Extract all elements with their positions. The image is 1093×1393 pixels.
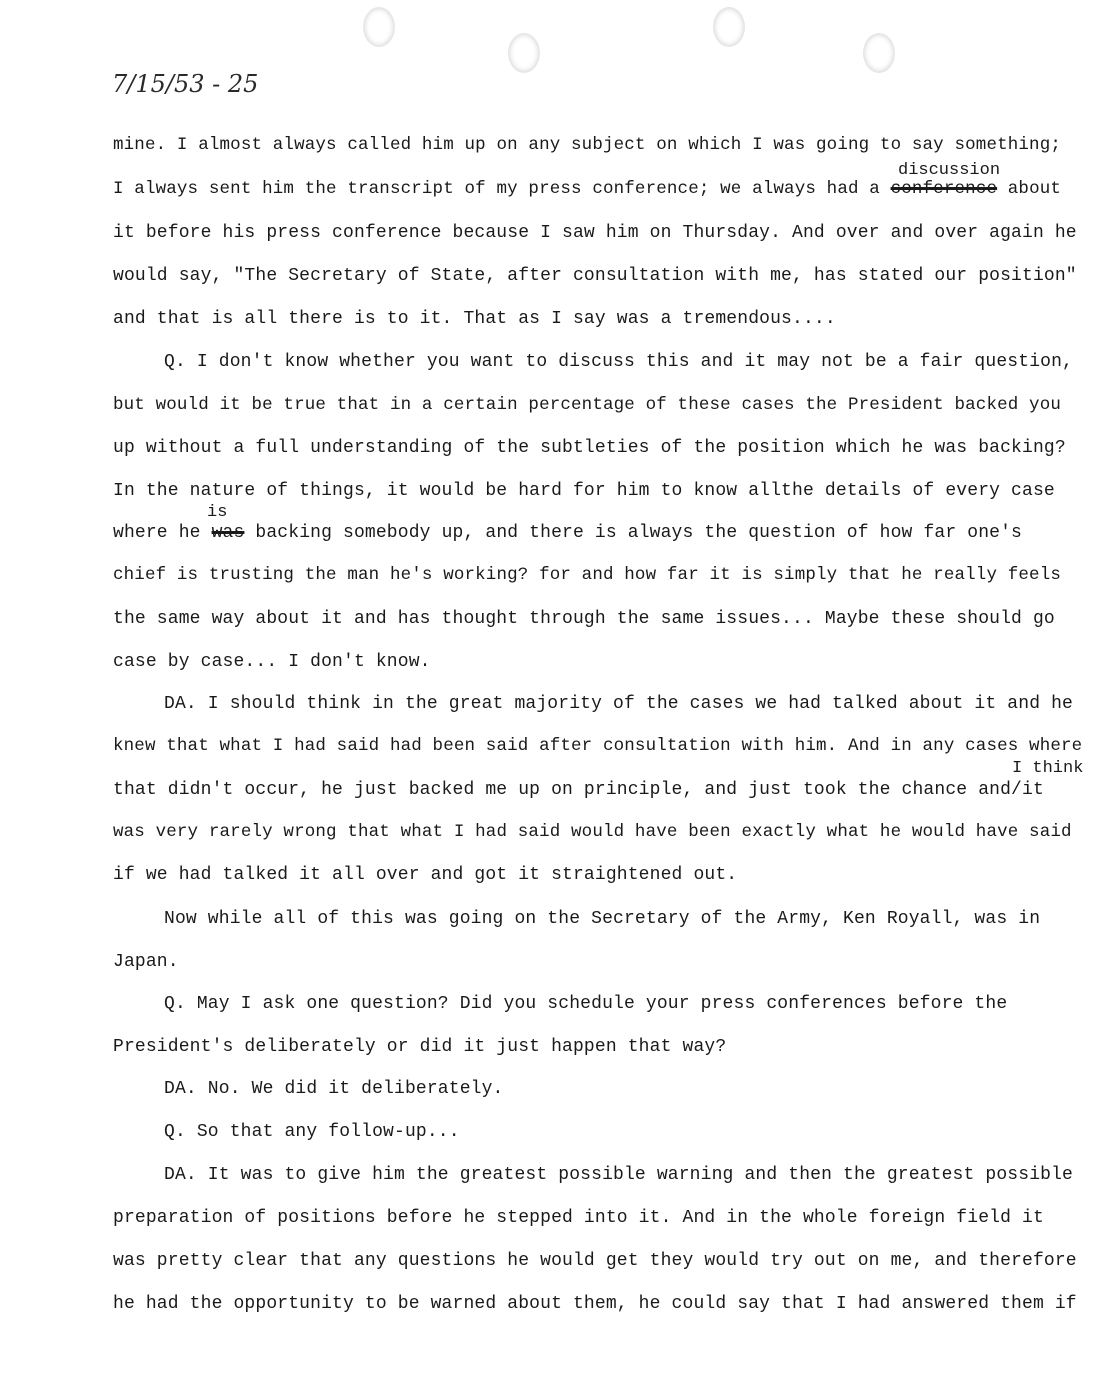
text-line: President's deliberately or did it just happen that way? (113, 1037, 727, 1057)
text-line: the same way about it and has thought through the same issues... Maybe these should go (113, 609, 1055, 629)
binder-hole (864, 34, 894, 72)
struck-word: was (211, 523, 245, 543)
text-line: he had the opportunity to be warned about them, he could say that I had answered them if (113, 1294, 1077, 1314)
text-line: and that is all there is to it. That as I say was a tremendous.... (113, 309, 836, 329)
text-line: if we had talked it all over and got it straightened out. (113, 865, 738, 885)
text-line: was pretty clear that any questions he would get they would try out on me, and therefore (113, 1251, 1077, 1271)
binder-hole (364, 8, 394, 46)
text-line: DA. It was to give him the greatest possible warning and then the greatest possible (164, 1165, 1073, 1185)
binder-hole (509, 34, 539, 72)
text-line: Q. So that any follow-up... (164, 1122, 460, 1142)
text-line: but would it be true that in a certain percentage of these cases the President backed you (113, 395, 1062, 415)
text-line: would say, "The Secretary of State, after consultation with me, has stated our position" (113, 266, 1077, 286)
text-line: Q. May I ask one question? Did you schedule your press conferences before the (164, 994, 1008, 1014)
handwritten-insertion: discussion (898, 161, 1001, 180)
struck-word: conference (890, 179, 998, 199)
text-line: In the nature of things, it would be hard for him to know allthe details of every case (113, 481, 1055, 501)
text-line: mine. I almost always called him up on any subject on which I was going to say something; (113, 135, 1062, 155)
text-span: where he (113, 523, 212, 543)
page-number: 7/15/53 - 25 (112, 70, 259, 98)
text-line: was very rarely wrong that what I had said would have been exactly what he would have said (113, 822, 1072, 842)
binder-hole (714, 8, 744, 46)
text-line: DA. No. We did it deliberately. (164, 1079, 504, 1099)
handwritten-insertion: is (207, 503, 228, 522)
text-line: preparation of positions before he stepped into it. And in the whole foreign field it (113, 1208, 1044, 1228)
text-line: that didn't occur, he just backed me up on principle, and just took the chance and/it (113, 780, 1044, 800)
text-line: DA. I should think in the great majority of the cases we had talked about it and he (164, 694, 1073, 714)
text-line: up without a full understanding of the subtleties of the position which he was backing? (113, 438, 1066, 458)
text-line: Japan. (113, 952, 179, 972)
handwritten-insertion: I think (1012, 759, 1084, 778)
text-line: Now while all of this was going on the Secretary of the Army, Ken Royall, was in (164, 909, 1041, 929)
text-line: case by case... I don't know. (113, 652, 431, 672)
text-line (113, 181, 1061, 199)
text-line (113, 524, 1022, 542)
text-line: chief is trusting the man he's working? for and how far it is simply that he really feels (113, 565, 1062, 585)
text-span: about (997, 179, 1062, 199)
text-line: it before his press conference because I saw him on Thursday. And over and over again he (113, 223, 1077, 243)
text-span: backing somebody up, and there is always the question of how far one's (244, 523, 1023, 543)
text-span: I always sent him the transcript of my press conference; we always had a (113, 179, 891, 199)
text-line: Q. I don't know whether you want to discuss this and it may not be a fair question, (164, 352, 1073, 372)
text-line: knew that what I had said had been said after consultation with him. And in any cases where (113, 736, 1083, 756)
